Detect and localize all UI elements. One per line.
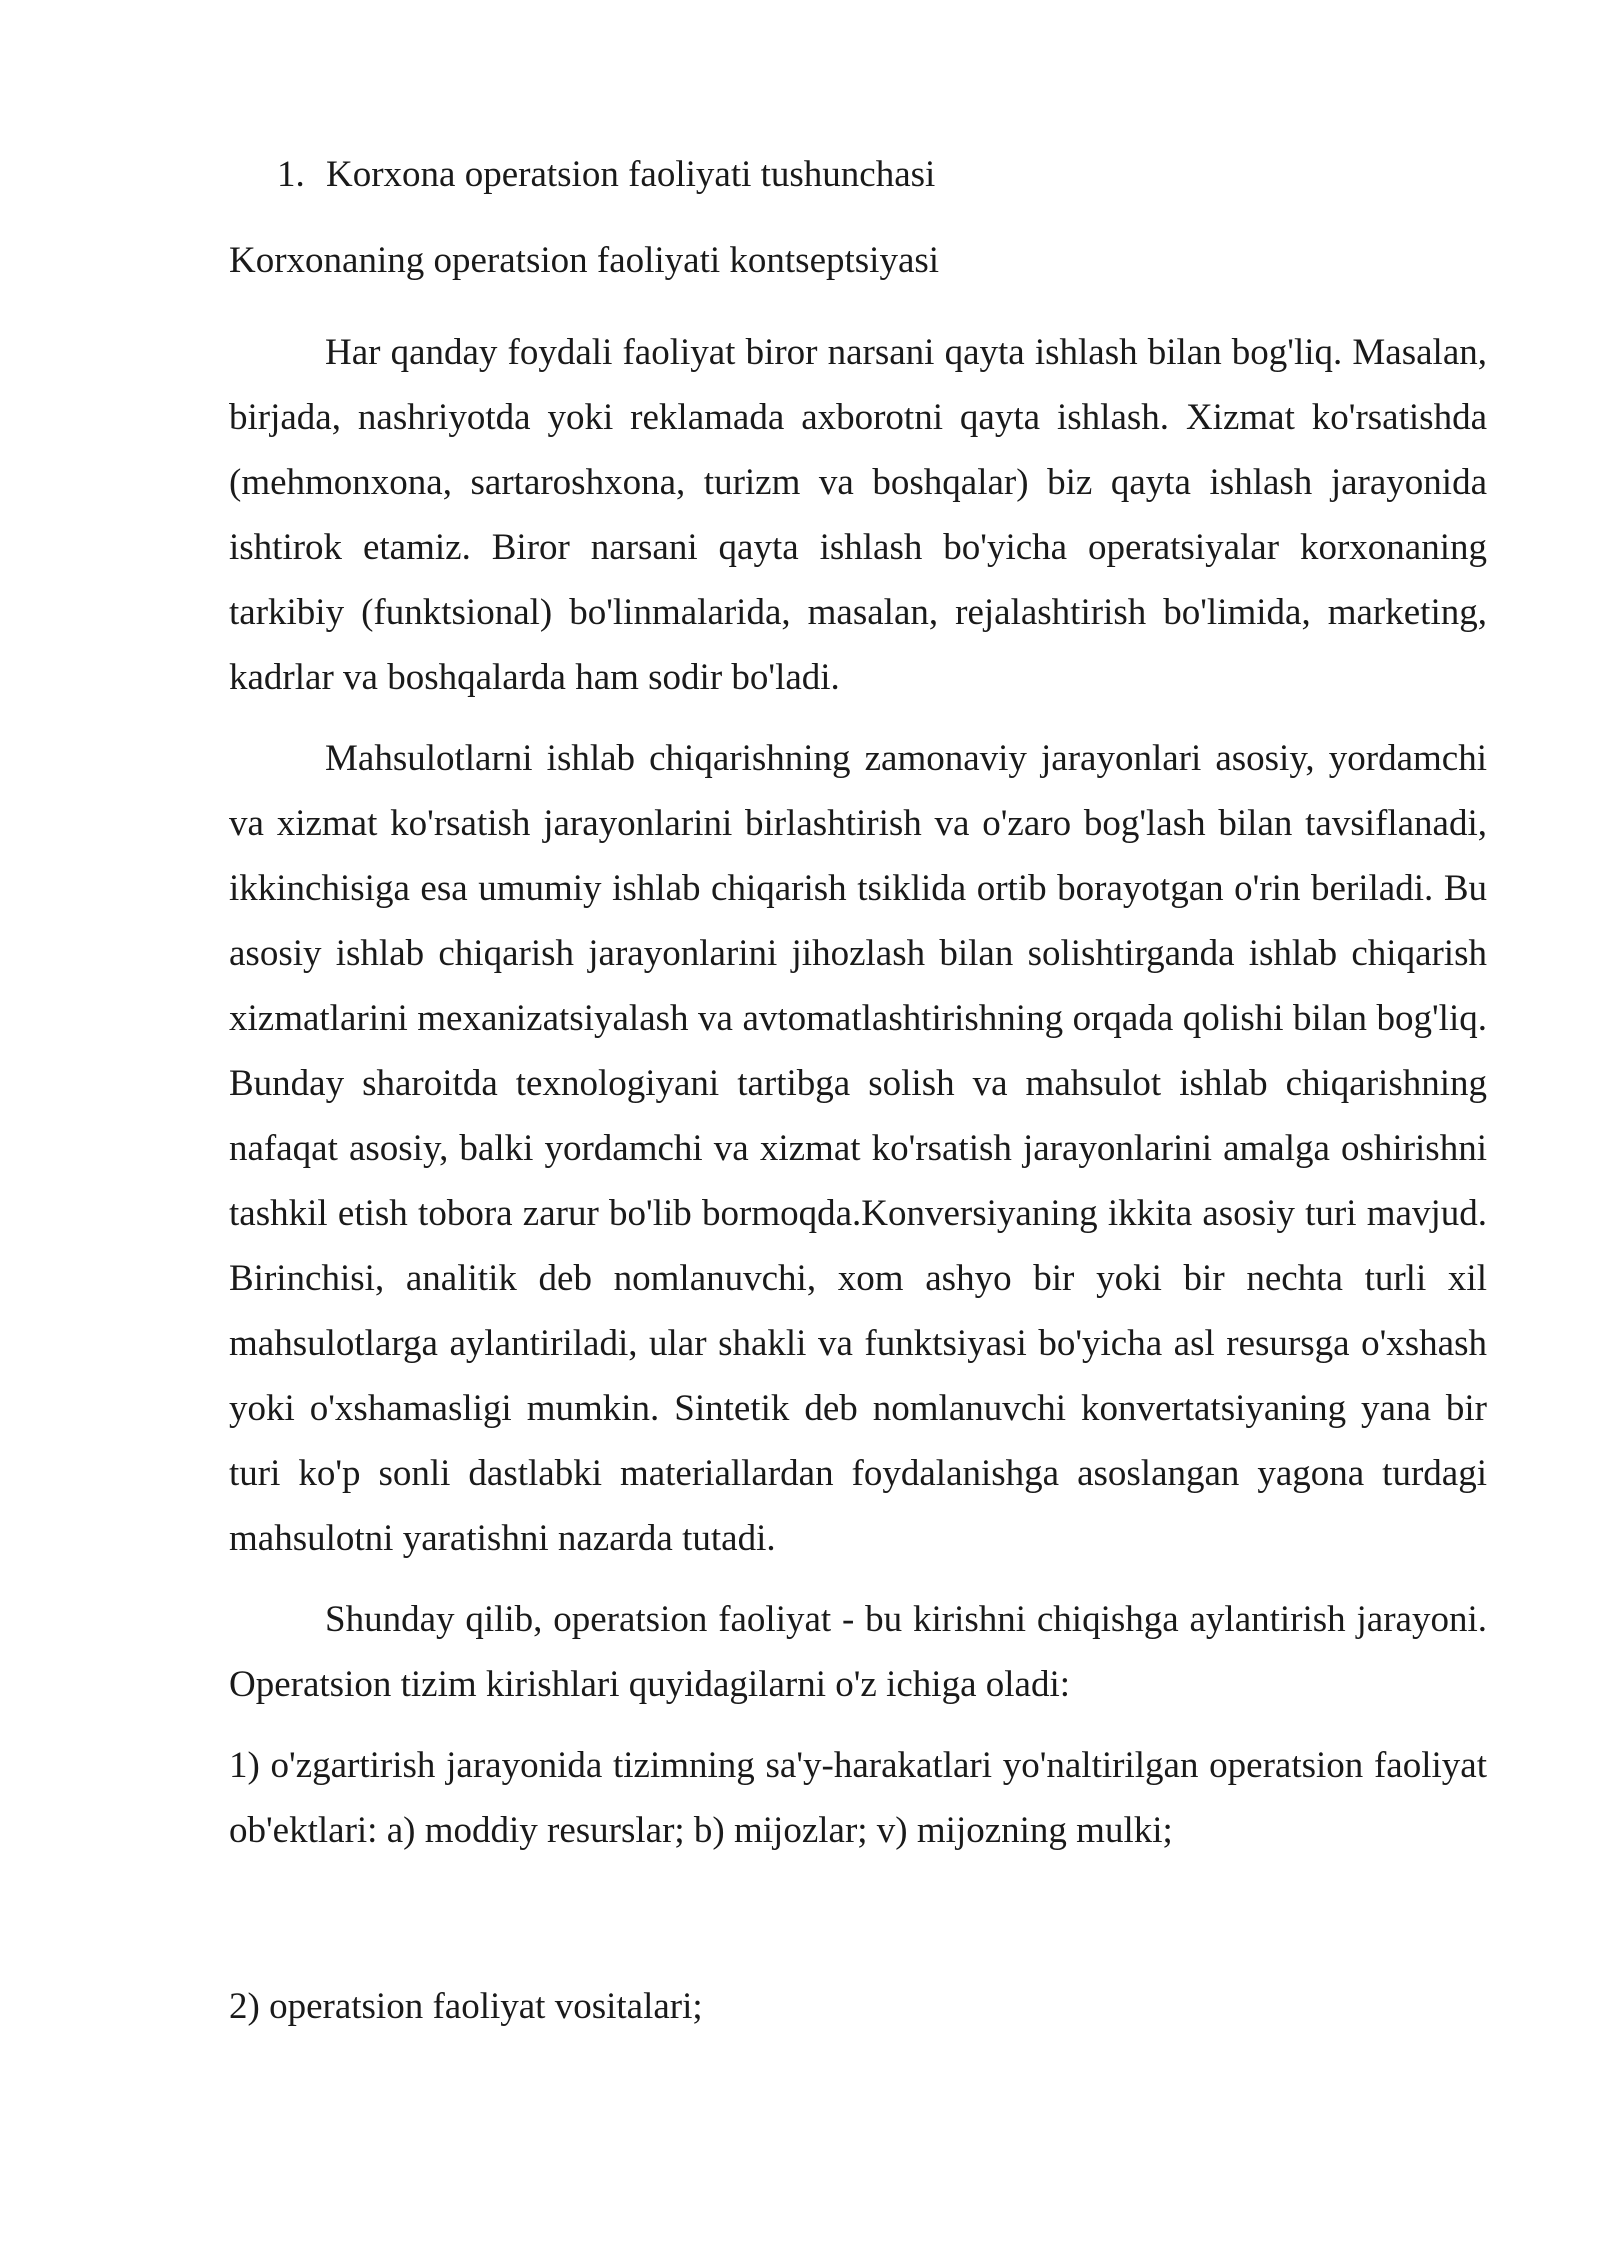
paragraph: Har qanday foydali faoliyat biror narsani qayta ishlash bilan bog'liq. Masalan, birjada, nashriyotda yoki reklamada axborotni qayta ishlash. Xizmat ko'rsatishda (mehmonxona, sartaroshxona, turizm va boshqalar) biz qayta ishlash jarayonida ishtirok etamiz. Biror narsani qayta ishlash bo'yicha operatsiyalar korxonaning tarkibiy (funktsional) bo'linmalarida, masalan, rejalashtirish bo'limida, marketing, kadrlar va boshqalarda ham sodir bo'ladi. bbox=[229, 332, 1487, 698]
section-number: 1. bbox=[277, 154, 305, 195]
section-heading bbox=[229, 150, 1487, 200]
document-subtitle: Korxonaning operatsion faoliyati kontseptsiyasi bbox=[229, 240, 940, 281]
paragraph: Mahsulotlarni ishlab chiqarishning zamonaviy jarayonlari asosiy, yordamchi va xizmat ko'rsatish jarayonlarini birlashtirish va o'zaro bog'lash bilan tavsiflanadi, ikkinchisiga esa umumiy ishlab chiqarish tsiklida ortib borayotgan o'rin beriladi. Bu asosiy ishlab chiqarish jarayonlarini jihozlash bilan solishtirganda ishlab chiqarish xizmatlarini mexanizatsiyalash va avtomatlashtirishning orqada qolishi bilan bog'liq. Bunday sharoitda texnologiyani tartibga solish va mahsulot ishlab chiqarishning nafaqat asosiy, balki yordamchi va xizmat ko'rsatish jarayonlarini amalga oshirishni tashkil etish tobora zarur bo'lib bormoqda.Konversiyaning ikkita asosiy turi mavjud. Birinchisi, analitik deb nomlanuvchi, xom ashyo bir yoki bir nechta turli xil mahsulotlarga aylantiriladi, ular shakli va funktsiyasi bo'yicha asl resursga o'xshash yoki o'xshamasligi mumkin. Sintetik deb nomlanuvchi konvertatsiyaning yana bir turi ko'p sonli dastlabki materiallardan foydalanishga asoslangan yagona turdagi mahsulotni yaratishni nazarda tutadi. bbox=[229, 738, 1487, 1559]
document-page bbox=[229, 150, 1487, 2039]
list-item: 1) o'zgartirish jarayonida tizimning sa'y-harakatlari yo'naltirilgan operatsion faoliyat ob'ektlari: a) moddiy resurslar; b) mijozlar; v) mijozning mulki; bbox=[229, 1745, 1487, 1851]
paragraph: Shunday qilib, operatsion faoliyat - bu kirishni chiqishga aylantirish jarayoni. Operatsion tizim kirishlari quyidagilarni o'z ichiga oladi: bbox=[229, 1599, 1487, 1705]
list-item: 2) operatsion faoliyat vositalari; bbox=[229, 1986, 703, 2027]
section-title: Korxona operatsion faoliyati tushunchasi bbox=[326, 154, 936, 195]
